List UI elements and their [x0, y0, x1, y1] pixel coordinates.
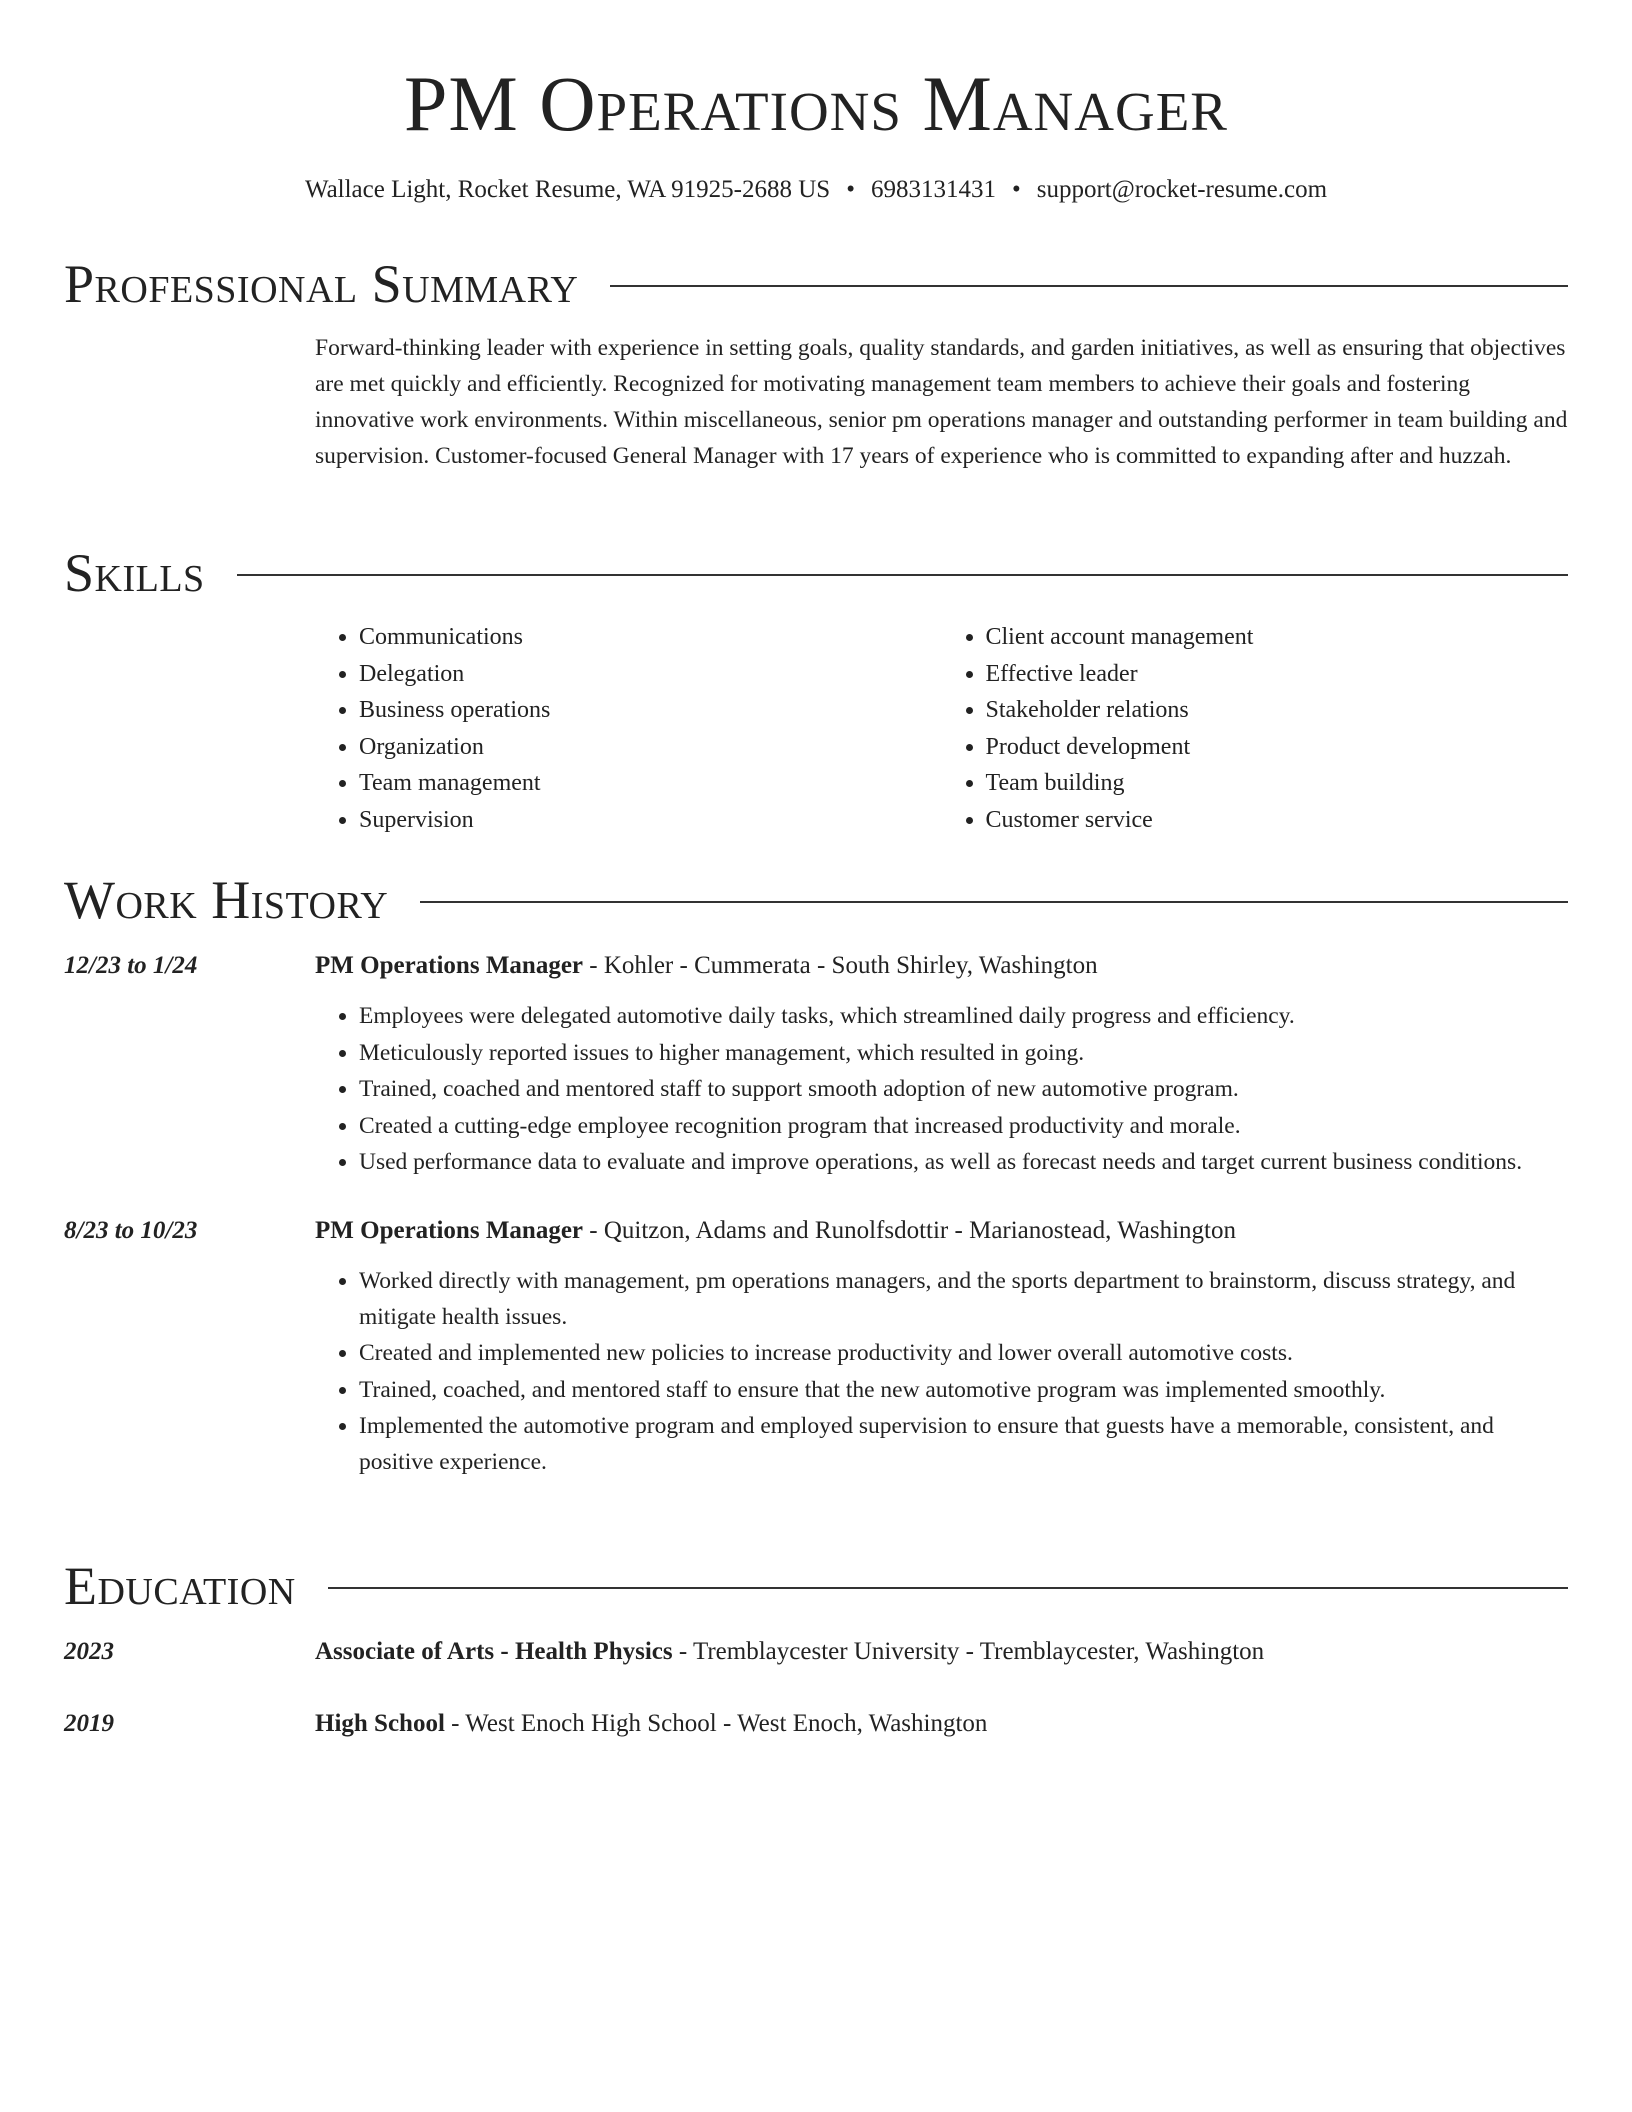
education-section: [64, 1554, 1568, 1742]
summary-heading: [64, 252, 1568, 316]
education-entry: [64, 1706, 1568, 1742]
section-divider: [328, 1587, 1568, 1589]
job-bullet: • Created a cutting-edge employee recognition program that increased productivity and morale.: [359, 1108, 1568, 1144]
section-divider: [420, 901, 1568, 903]
education-year: 2023: [64, 1638, 114, 1665]
education-degree: Associate of Arts - Health Physics: [315, 1638, 673, 1665]
education-school: - Tremblaycester University - Tremblaycester, Washington: [672, 1638, 1265, 1665]
skill-item: • Team building: [986, 765, 1569, 802]
job-title-line: [315, 1213, 1568, 1249]
job-entry: [64, 1213, 1568, 1481]
summary-text: Forward-thinking leader with experience in setting goals, quality standards, and garden initiatives, as well as ensuring that objectives are met quickly and efficiently. Recognized for motivating management team members to achieve their goals and fostering innovative work environments. Within miscellaneous, senior pm operations manager and outstanding performer in team building and supervision. Customer-focused General Manager with 17 years of experience who is committed to expanding after and huzzah.: [315, 335, 1568, 469]
education-heading: [64, 1554, 1568, 1618]
skill-item: • Organization: [359, 729, 942, 766]
work-history-heading: [64, 868, 1568, 932]
skill-item: • Supervision: [359, 802, 942, 839]
job-bullet: • Used performance data to evaluate and improve operations, as well as forecast needs and target current business conditions.: [359, 1144, 1568, 1180]
job-bullets: [315, 1263, 1568, 1481]
summary-section: [64, 252, 1568, 474]
job-employer: - Kohler - Cummerata - South Shirley, Washington: [583, 952, 1098, 979]
skill-item: • Business operations: [359, 692, 942, 729]
section-divider: [237, 574, 1568, 576]
contact-phone: 6983131431: [870, 176, 996, 203]
contact-separator: •: [1011, 176, 1021, 203]
skills-list: [315, 619, 1568, 838]
job-entry: [64, 948, 1568, 1181]
section-title: Skills: [64, 543, 205, 603]
skills-column-left: [315, 619, 942, 838]
section-divider: [610, 285, 1568, 287]
education-year: 2019: [64, 1710, 114, 1737]
skills-column-right: [942, 619, 1569, 838]
job-bullet: • Trained, coached, and mentored staff to ensure that the new automotive program was implemented smoothly.: [359, 1372, 1568, 1408]
section-title: Education: [64, 1556, 296, 1616]
work-history-section: [64, 868, 1568, 1481]
skill-item: • Product development: [986, 729, 1569, 766]
skill-item: • Communications: [359, 619, 942, 656]
job-role: PM Operations Manager: [315, 952, 584, 979]
skill-item: • Effective leader: [986, 656, 1569, 693]
job-dates: 12/23 to 1/24: [64, 952, 198, 979]
skills-heading: [64, 541, 1568, 605]
job-dates: 8/23 to 10/23: [64, 1216, 198, 1244]
job-bullet: • Worked directly with management, pm operations managers, and the sports department to brainstorm, discuss strategy, and mitigate health issues.: [359, 1263, 1568, 1335]
section-title: Work History: [64, 870, 389, 930]
education-entry: [64, 1634, 1568, 1670]
skill-item: • Team management: [359, 765, 942, 802]
skill-item: • Client account management: [986, 619, 1569, 656]
contact-line: [0, 172, 1632, 208]
candidate-name: PM Operations Manager: [403, 60, 1228, 147]
job-bullet: • Implemented the automotive program and employed supervision to ensure that guests have a memorable, consistent, and positive experience.: [359, 1408, 1568, 1480]
job-role: PM Operations Manager: [315, 1216, 584, 1244]
education-title-line: [315, 1706, 1568, 1742]
skills-section: [64, 541, 1568, 838]
contact-address: Wallace Light, Rocket Resume, WA 91925-2688 US: [304, 176, 831, 203]
job-employer: - Quitzon, Adams and Runolfsdottir - Marianostead, Washington: [583, 1216, 1237, 1244]
contact-email: support@rocket-resume.com: [1036, 176, 1328, 203]
contact-separator: •: [846, 176, 855, 203]
job-bullets: [315, 998, 1568, 1180]
skill-item: • Customer service: [986, 802, 1569, 839]
skill-item: • Delegation: [359, 656, 942, 693]
job-bullet: • Meticulously reported issues to higher management, which resulted in going.: [359, 1035, 1568, 1071]
job-bullet: • Employees were delegated automotive daily tasks, which streamlined daily progress and efficiency.: [359, 998, 1568, 1034]
skill-item: • Stakeholder relations: [986, 692, 1569, 729]
education-title-line: [315, 1634, 1568, 1670]
job-title-line: [315, 948, 1568, 984]
job-bullet: • Created and implemented new policies to increase productivity and lower overall automotive costs.: [359, 1335, 1568, 1371]
education-degree: High School: [315, 1710, 445, 1737]
job-bullet: • Trained, coached and mentored staff to support smooth adoption of new automotive program.: [359, 1071, 1568, 1107]
education-school: - West Enoch High School - West Enoch, Washington: [444, 1710, 988, 1737]
section-title: Professional Summary: [64, 254, 579, 314]
